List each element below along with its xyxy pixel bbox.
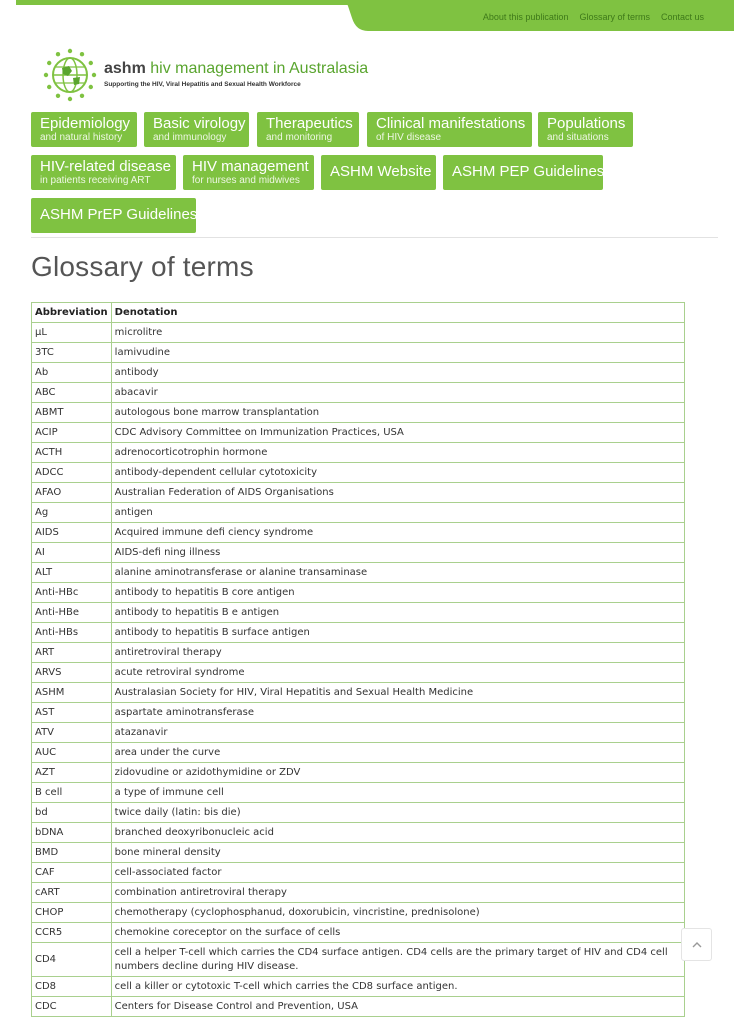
abbreviation-cell: cART [32, 883, 112, 903]
denotation-cell: antibody to hepatitis B e antigen [111, 603, 684, 623]
abbreviation-cell: CDC [32, 997, 112, 1017]
table-row [32, 943, 685, 977]
abbreviation-cell: CHOP [32, 903, 112, 923]
abbreviation-cell: ACIP [32, 423, 112, 443]
abbreviation-cell: bd [32, 803, 112, 823]
abbreviation-cell: Anti-HBs [32, 623, 112, 643]
abbreviation-cell: ART [32, 643, 112, 663]
top-bar [16, 0, 734, 31]
abbreviation-cell: ABC [32, 383, 112, 403]
table-row [32, 603, 685, 623]
denotation-cell: CDC Advisory Committee on Immunization Practices, USA [111, 423, 684, 443]
nav-basic-virology[interactable]: Basic virology and immunology [144, 112, 249, 147]
table-row [32, 743, 685, 763]
table-row [32, 863, 685, 883]
nav-populations[interactable]: Populations and situations [538, 112, 633, 147]
denotation-cell: adrenocorticotrophin hormone [111, 443, 684, 463]
nav-clinical-manifestations[interactable]: Clinical manifestations of HIV disease [367, 112, 532, 147]
table-row [32, 703, 685, 723]
abbreviation-cell: ALT [32, 563, 112, 583]
table-row [32, 823, 685, 843]
abbreviation-cell: AFAO [32, 483, 112, 503]
table-row [32, 343, 685, 363]
denotation-cell: Australasian Society for HIV, Viral Hepatitis and Sexual Health Medicine [111, 683, 684, 703]
table-row [32, 563, 685, 583]
abbreviation-cell: bDNA [32, 823, 112, 843]
nav-hiv-related-disease[interactable]: HIV-related disease in patients receiving ART [31, 155, 176, 190]
abbreviation-cell: CD4 [32, 943, 112, 977]
site-logo[interactable] [42, 47, 372, 103]
table-row [32, 977, 685, 997]
denotation-cell: Acquired immune defi ciency syndrome [111, 523, 684, 543]
abbreviation-cell: BMD [32, 843, 112, 863]
abbreviation-cell: ACTH [32, 443, 112, 463]
table-row [32, 443, 685, 463]
denotation-cell: autologous bone marrow transplantation [111, 403, 684, 423]
denotation-cell: microlitre [111, 323, 684, 343]
table-row [32, 843, 685, 863]
abbreviation-cell: Anti-HBe [32, 603, 112, 623]
denotation-cell: cell-associated factor [111, 863, 684, 883]
denotation-cell: zidovudine or azidothymidine or ZDV [111, 763, 684, 783]
table-row [32, 903, 685, 923]
table-row [32, 663, 685, 683]
denotation-cell: cell a helper T-cell which carries the CD4 surface antigen. CD4 cells are the primary target of HIV and CD4 cell numbers decline during HIV disease. [111, 943, 684, 977]
denotation-cell: twice daily (latin: bis die) [111, 803, 684, 823]
denotation-cell: cell a killer or cytotoxic T-cell which carries the CD8 surface antigen. [111, 977, 684, 997]
table-header-row [32, 303, 685, 323]
denotation-cell: area under the curve [111, 743, 684, 763]
denotation-cell: atazanavir [111, 723, 684, 743]
denotation-cell: antigen [111, 503, 684, 523]
denotation-cell: branched deoxyribonucleic acid [111, 823, 684, 843]
abbreviation-cell: ARVS [32, 663, 112, 683]
table-row [32, 643, 685, 663]
table-row [32, 383, 685, 403]
table-row [32, 883, 685, 903]
denotation-cell: aspartate aminotransferase [111, 703, 684, 723]
nav-ashm-website[interactable]: ASHM Website [321, 155, 436, 190]
denotation-cell: combination antiretroviral therapy [111, 883, 684, 903]
denotation-cell: bone mineral density [111, 843, 684, 863]
contact-link[interactable]: Contact us [660, 12, 704, 22]
denotation-cell: antibody [111, 363, 684, 383]
nav-ashm-prep-guidelines[interactable]: ASHM PrEP Guidelines [31, 198, 196, 233]
table-row [32, 463, 685, 483]
abbreviation-cell: ABMT [32, 403, 112, 423]
abbreviation-cell: AST [32, 703, 112, 723]
denotation-cell: Centers for Disease Control and Prevention, USA [111, 997, 684, 1017]
denotation-cell: chemotherapy (cyclophosphanud, doxorubicin, vincristine, prednisolone) [111, 903, 684, 923]
abbreviation-cell: AUC [32, 743, 112, 763]
denotation-cell: AIDS-defi ning illness [111, 543, 684, 563]
table-row [32, 543, 685, 563]
denotation-cell: antibody to hepatitis B surface antigen [111, 623, 684, 643]
abbreviation-cell: CCR5 [32, 923, 112, 943]
about-link[interactable]: About this publication [482, 12, 569, 22]
header-abbreviation: Abbreviation [32, 303, 112, 323]
page-title: Glossary of terms [31, 251, 254, 282]
abbreviation-cell: CD8 [32, 977, 112, 997]
table-row [32, 583, 685, 603]
table-row [32, 763, 685, 783]
table-row [32, 783, 685, 803]
table-row [32, 623, 685, 643]
divider [31, 237, 718, 238]
table-row [32, 483, 685, 503]
table-row [32, 683, 685, 703]
glossary-table [31, 302, 685, 1017]
table-row [32, 323, 685, 343]
denotation-cell: a type of immune cell [111, 783, 684, 803]
table-row [32, 503, 685, 523]
chevron-up-icon [692, 941, 702, 948]
abbreviation-cell: CAF [32, 863, 112, 883]
denotation-cell: lamivudine [111, 343, 684, 363]
abbreviation-cell: B cell [32, 783, 112, 803]
abbreviation-cell: AI [32, 543, 112, 563]
abbreviation-cell: Anti-HBc [32, 583, 112, 603]
abbreviation-cell: ATV [32, 723, 112, 743]
nav-ashm-pep-guidelines[interactable]: ASHM PEP Guidelines [443, 155, 603, 190]
header-denotation: Denotation [111, 303, 684, 323]
abbreviation-cell: μL [32, 323, 112, 343]
table-row [32, 803, 685, 823]
table-row [32, 363, 685, 383]
denotation-cell: alanine aminotransferase or alanine transaminase [111, 563, 684, 583]
abbreviation-cell: AIDS [32, 523, 112, 543]
nav-epidemiology[interactable]: Epidemiology and natural history [31, 112, 137, 147]
table-row [32, 423, 685, 443]
globe-icon [42, 47, 98, 103]
denotation-cell: abacavir [111, 383, 684, 403]
abbreviation-cell: AZT [32, 763, 112, 783]
nav-therapeutics[interactable]: Therapeutics and monitoring [257, 112, 359, 147]
glossary-link[interactable]: Glossary of terms [579, 12, 650, 22]
table-row [32, 923, 685, 943]
abbreviation-cell: Ag [32, 503, 112, 523]
denotation-cell: antibody-dependent cellular cytotoxicity [111, 463, 684, 483]
table-row [32, 723, 685, 743]
denotation-cell: acute retroviral syndrome [111, 663, 684, 683]
top-links [483, 12, 704, 22]
denotation-cell: Australian Federation of AIDS Organisations [111, 483, 684, 503]
denotation-cell: chemokine coreceptor on the surface of cells [111, 923, 684, 943]
table-row [32, 523, 685, 543]
nav-hiv-management[interactable]: HIV management for nurses and midwives [183, 155, 314, 190]
glossary-body [32, 323, 685, 1017]
abbreviation-cell: ADCC [32, 463, 112, 483]
abbreviation-cell: 3TC [32, 343, 112, 363]
back-to-top-button[interactable] [681, 928, 712, 961]
abbreviation-cell: Ab [32, 363, 112, 383]
brand-name: ashm hiv management in Australasia [104, 60, 369, 77]
denotation-cell: antibody to hepatitis B core antigen [111, 583, 684, 603]
glossary-table-wrap [31, 302, 685, 1017]
table-row [32, 403, 685, 423]
denotation-cell: antiretroviral therapy [111, 643, 684, 663]
brand-tagline: Supporting the HIV, Viral Hepatitis and Sexual Health Workforce [104, 81, 301, 88]
abbreviation-cell: ASHM [32, 683, 112, 703]
